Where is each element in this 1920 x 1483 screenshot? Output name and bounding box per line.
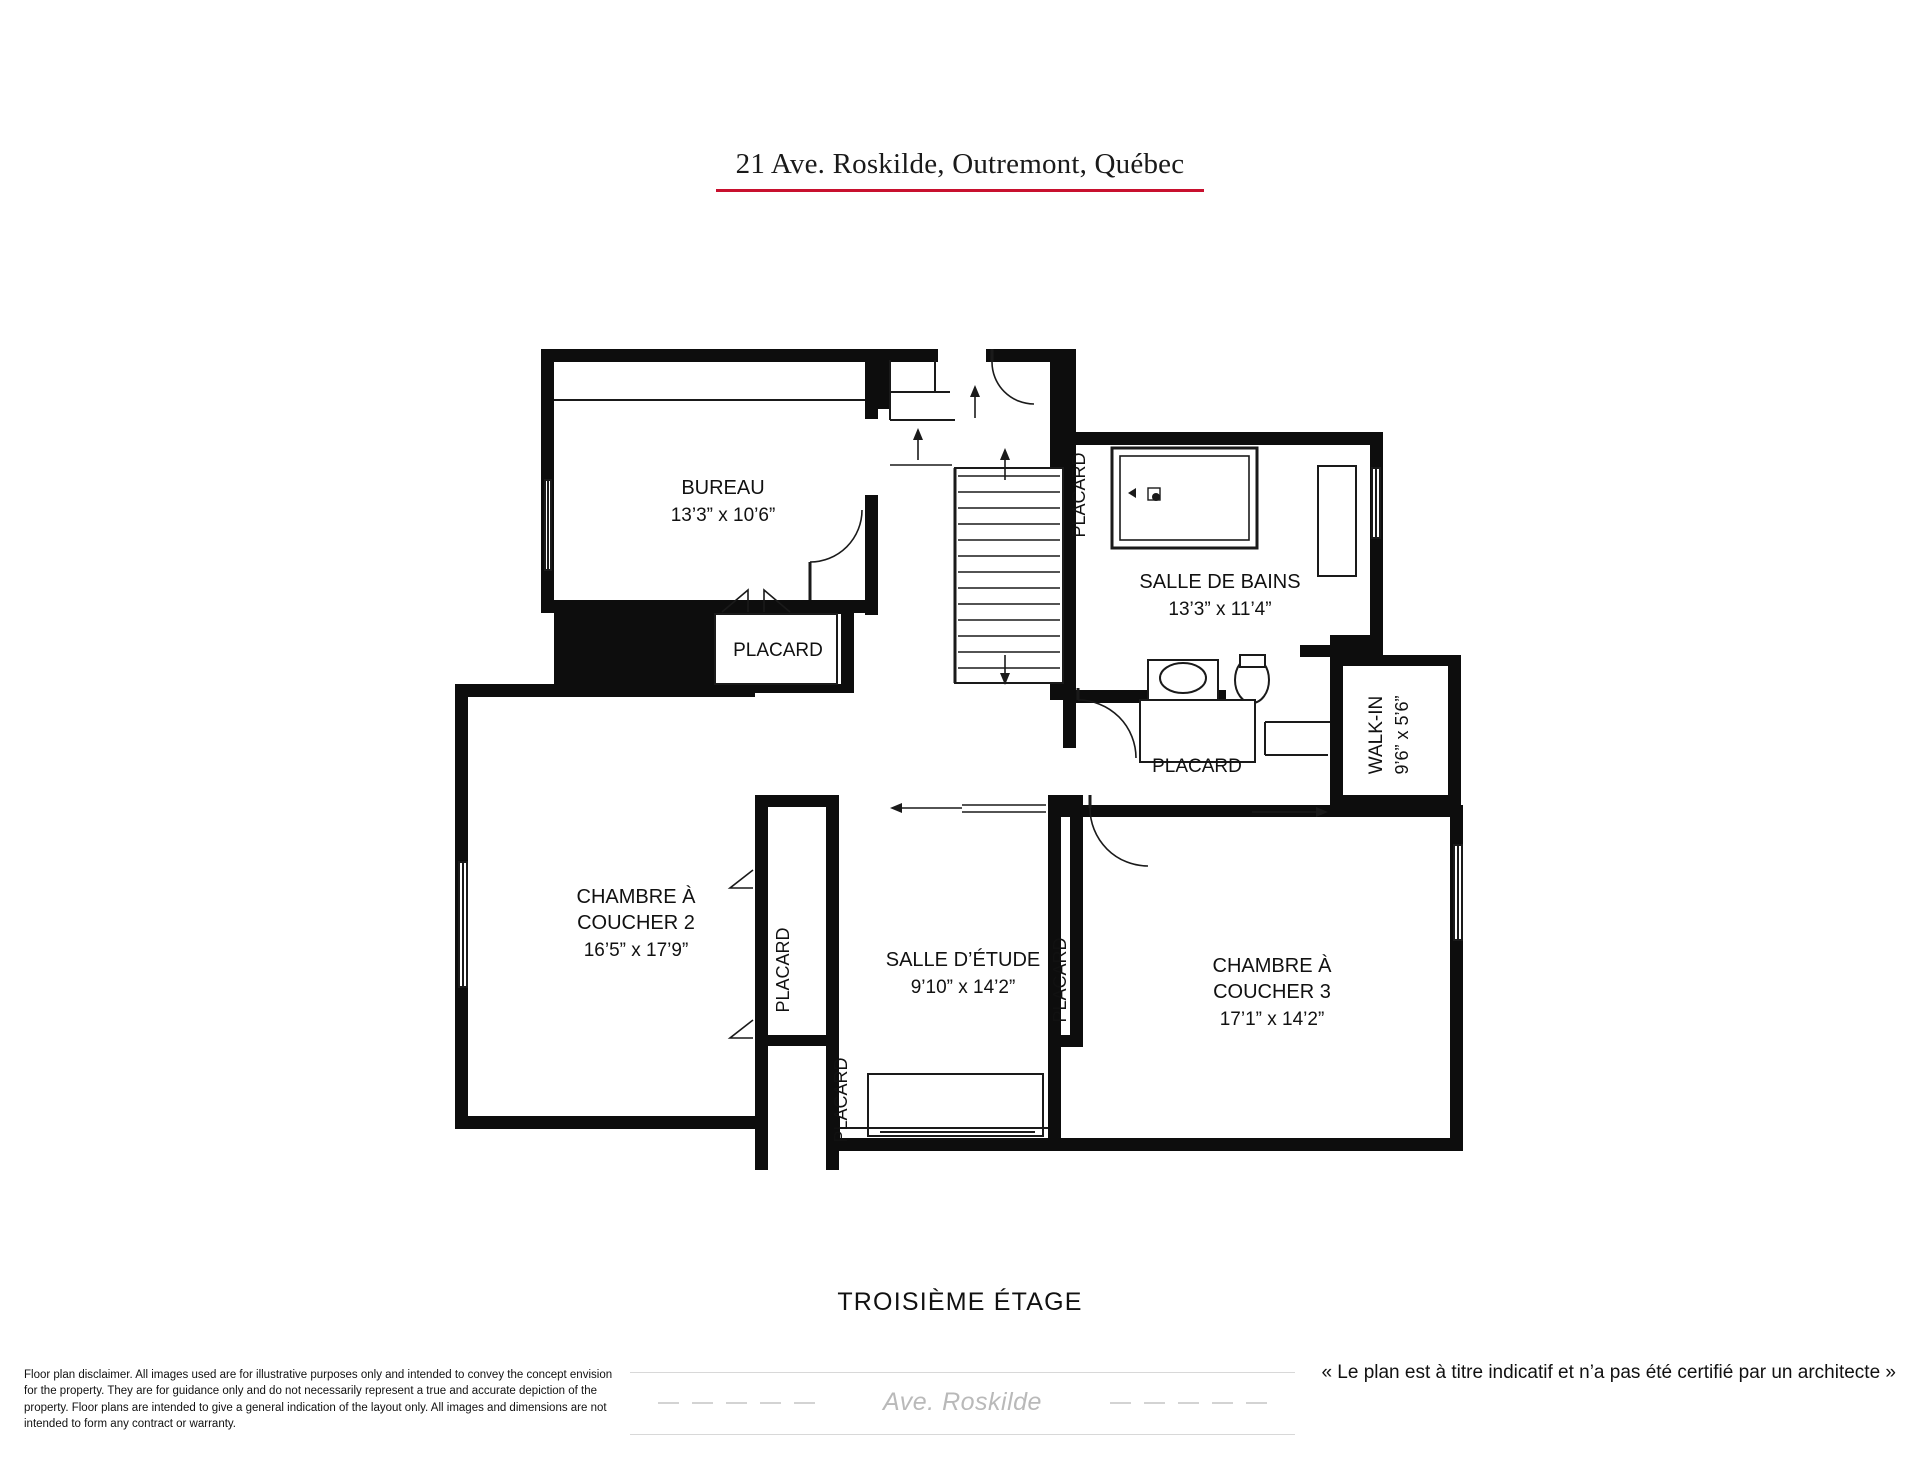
room-dim-salle-detude: 9’10” x 14’2” [910,977,1016,998]
street-line-bottom [630,1434,1295,1435]
room-label-chambre-2-line1: CHAMBRE À [576,886,696,908]
room-dim-salle-de-bains: 13’3” x 11’4” [1168,599,1272,620]
closet-label-placard-stair: PLACARD [1069,452,1089,538]
room-dim-walk-in: 9’6” x 5’6” [1392,695,1412,775]
room-dim-bureau: 13’3” x 10’6” [670,505,776,526]
street-line-top [630,1372,1295,1373]
room-label-chambre-2-line2: COUCHER 2 [577,912,695,934]
certification-note: « Le plan est à titre indicatif et n’a pas été certifié par un architecte » [1321,1362,1896,1383]
room-label-salle-de-bains: SALLE DE BAINS [1139,571,1301,593]
disclaimer-text: Floor plan disclaimer. All images used are for illustrative purposes only and intended to convey the concept envision for the property. They are for guidance only and do not necessarily represent a true and accurate depiction of the property. Floor plans are intended to give a general indication of the layout only. All images and dimensions are not intended to form any contract or warranty. [24,1369,613,1430]
closet-label-placard-etude-right: PLACARD [1050,937,1070,1023]
closet-label-placard-bureau: PLACARD [733,640,823,661]
room-dim-chambre-2: 16’5” x 17’9” [583,940,689,961]
room-label-chambre-3-line1: CHAMBRE À [1212,955,1332,977]
street-indicator [630,1368,1295,1438]
room-label-bureau: BUREAU [681,477,765,499]
street-name-label: Ave. Roskilde [883,1388,1042,1416]
closet-label-placard-etude-left: PLACARD [831,1057,851,1143]
room-label-walk-in: WALK-IN [1366,695,1387,775]
room-dim-chambre-3: 17’1” x 14’2” [1219,1009,1325,1030]
floor-title: TROISIÈME ÉTAGE [837,1288,1083,1316]
closet-label-placard-bain: PLACARD [1152,756,1242,777]
closet-label-placard-chambre2: PLACARD [773,927,793,1013]
room-label-salle-detude: SALLE D’ÉTUDE [885,949,1041,971]
property-address: 21 Ave. Roskilde, Outremont, Québec [735,148,1185,180]
room-label-chambre-3-line2: COUCHER 3 [1213,981,1331,1003]
